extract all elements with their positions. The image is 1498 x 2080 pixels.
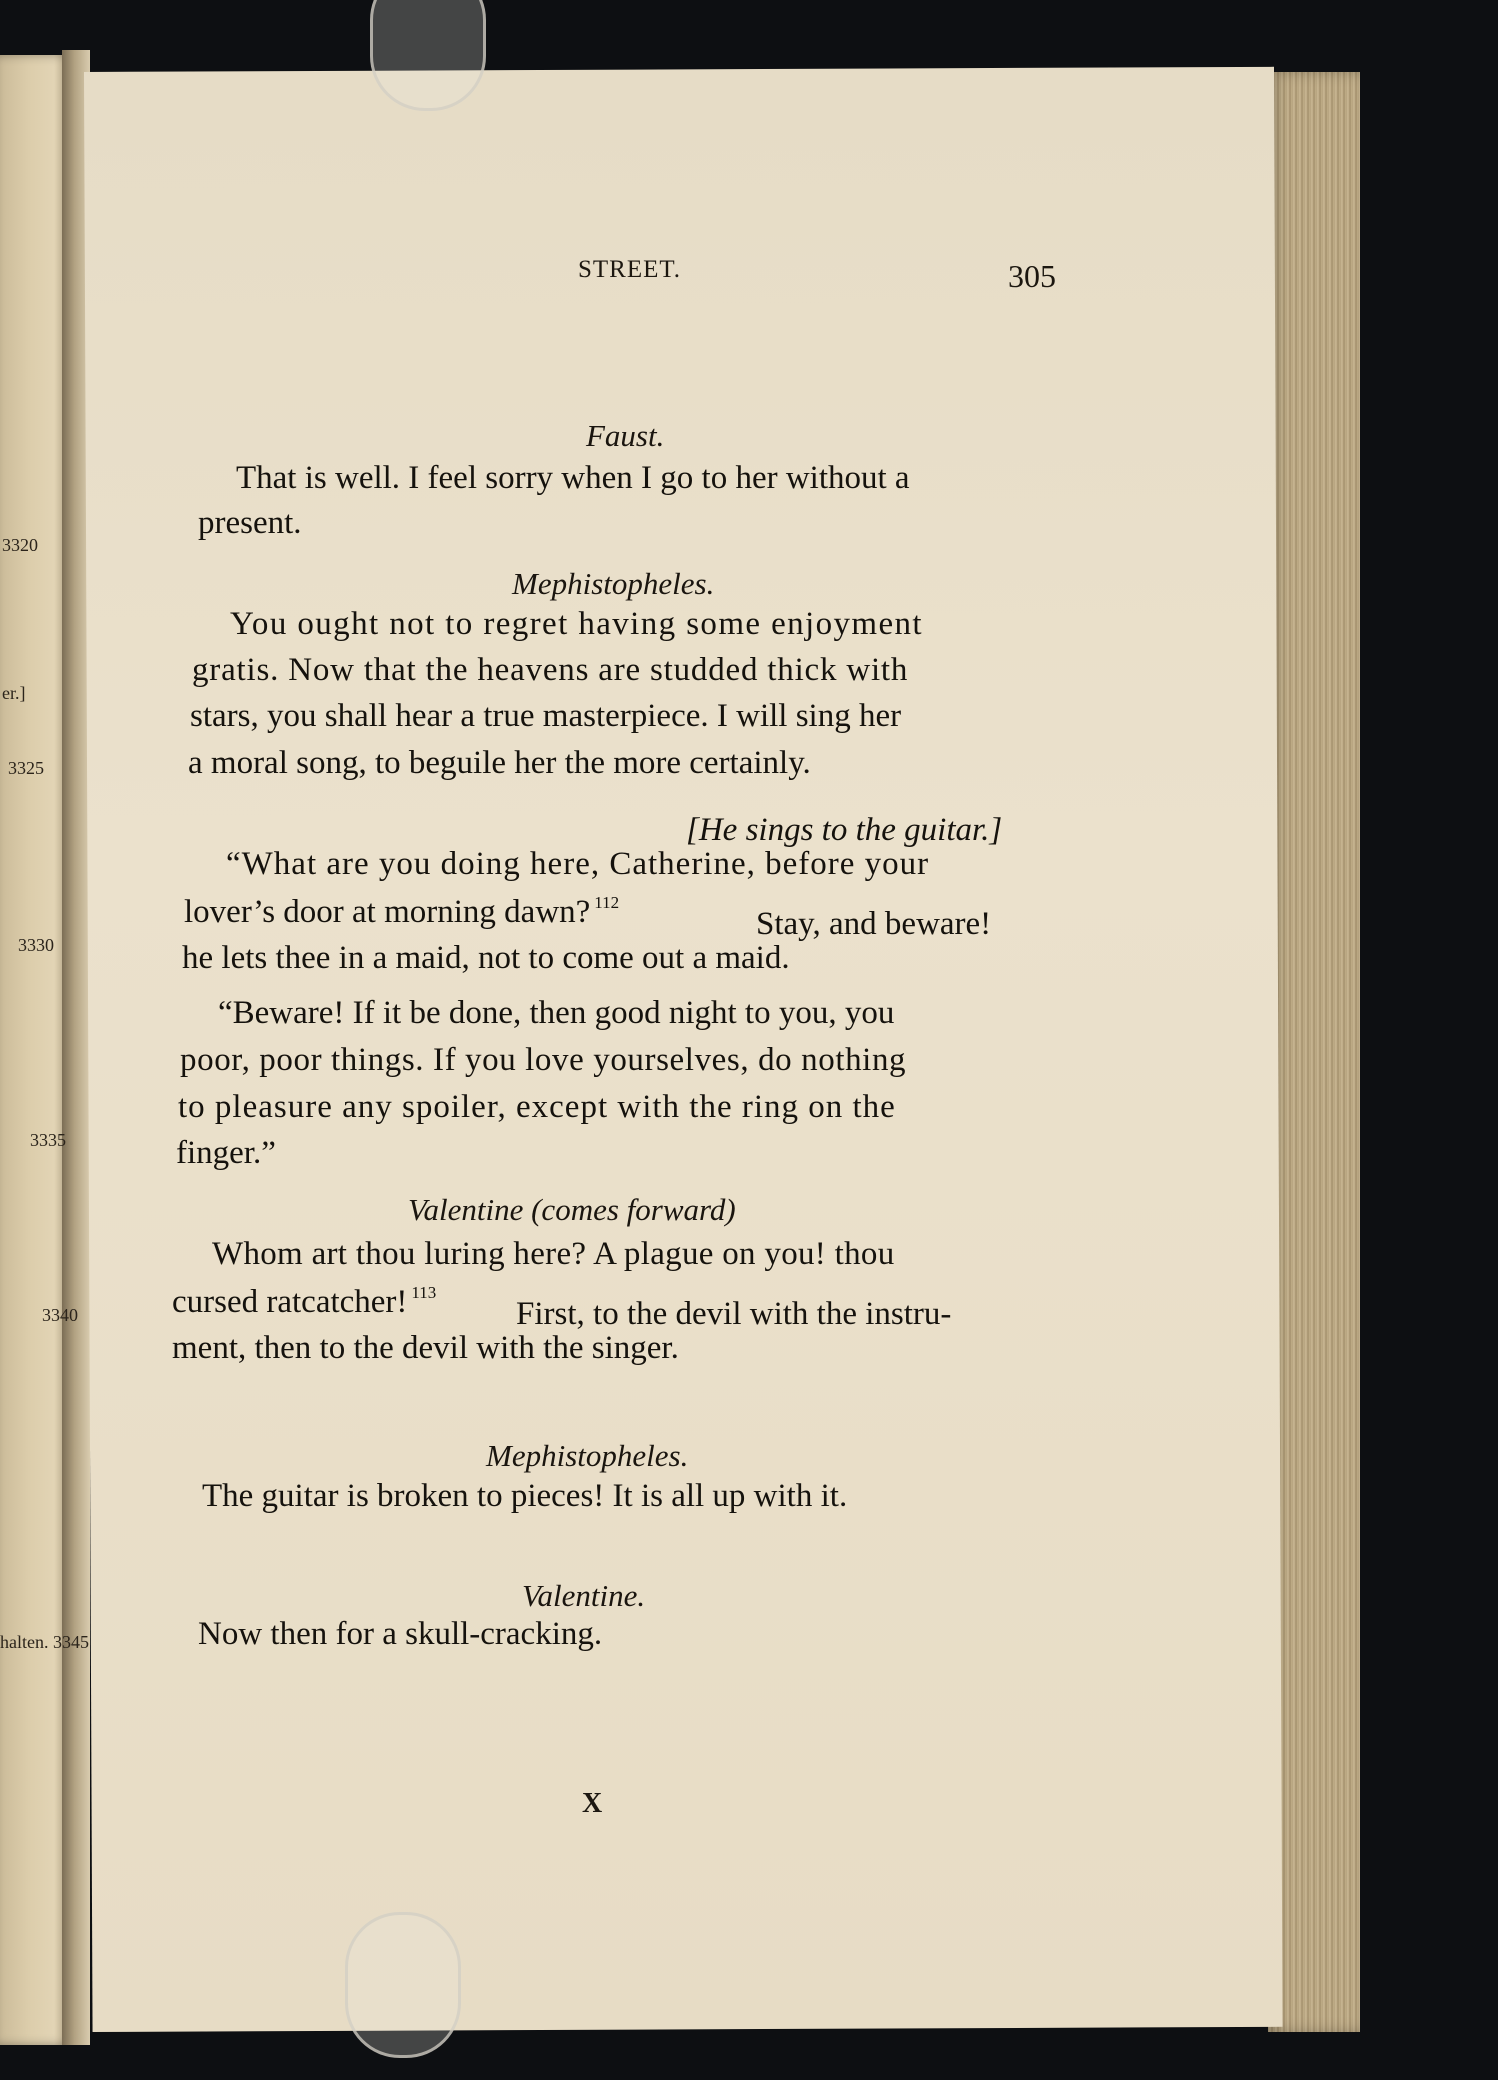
text-line: cursed ratcatcher! $^{113}$ — [172, 1283, 437, 1320]
page-clip-bottom — [345, 1912, 461, 2058]
speaker-heading: Mephistopheles. — [512, 566, 715, 601]
signature-mark: X — [582, 1788, 603, 1819]
speaker-heading: Valentine. — [522, 1578, 646, 1613]
text-line: Now then for a skull-cracking. — [198, 1616, 603, 1652]
text-line: lover’s door at morning dawn? $^{112}$ — [184, 893, 620, 930]
stage-direction: [He sings to the guitar.] — [686, 812, 1003, 848]
text-line: stars, you shall hear a true masterpiece. I will sing her — [190, 698, 902, 734]
running-head: STREET. — [578, 256, 682, 283]
text-line: “Beware! If it be done, then good night to you, you — [218, 995, 895, 1031]
margin-line-number: er.] — [2, 683, 26, 703]
margin-line-number: 3340 — [42, 1305, 78, 1325]
text-line: a moral song, to beguile her the more certainly. — [188, 745, 811, 781]
footnote-reference: 112 — [594, 893, 620, 912]
text-line: he lets thee in a maid, not to come out a maid. — [182, 940, 790, 976]
text-line: First, to the devil with the instru- — [516, 1296, 952, 1332]
text-line: You ought not to regret having some enjoyment — [230, 606, 923, 642]
footnote-reference: 113 — [411, 1283, 437, 1302]
speaker-heading: Faust. — [586, 418, 665, 453]
text-line: That is well. I feel sorry when I go to her without a — [236, 460, 910, 496]
text-line: Whom art thou luring here? A plague on you! thou — [212, 1236, 895, 1272]
margin-line-number: 3320 — [2, 535, 38, 555]
fore-edge — [1268, 72, 1360, 2032]
page-clip-top — [370, 0, 486, 111]
text-line: Stay, and beware! — [756, 906, 992, 942]
speaker-heading: Mephistopheles. — [486, 1438, 689, 1473]
margin-line-number: halten. 3345 — [0, 1632, 89, 1652]
text-line: “What are you doing here, Catherine, before your — [226, 846, 930, 882]
text-line: to pleasure any spoiler, except with the ring on the — [178, 1089, 896, 1125]
margin-line-number: 3325 — [8, 758, 44, 778]
text-line: gratis. Now that the heavens are studded thick with — [192, 652, 909, 688]
text-line: finger.” — [176, 1135, 276, 1171]
margin-line-number: 3330 — [18, 935, 54, 955]
margin-line-number: 3335 — [30, 1130, 66, 1150]
speaker-heading: Valentine (comes forward) — [408, 1192, 736, 1227]
text-line: ment, then to the devil with the singer. — [172, 1330, 679, 1366]
page-number: 305 — [1008, 258, 1056, 294]
text-line: present. — [198, 505, 302, 541]
text-line: The guitar is broken to pieces! It is all up with it. — [202, 1478, 848, 1514]
text-line: poor, poor things. If you love yourselves, do nothing — [180, 1042, 907, 1078]
